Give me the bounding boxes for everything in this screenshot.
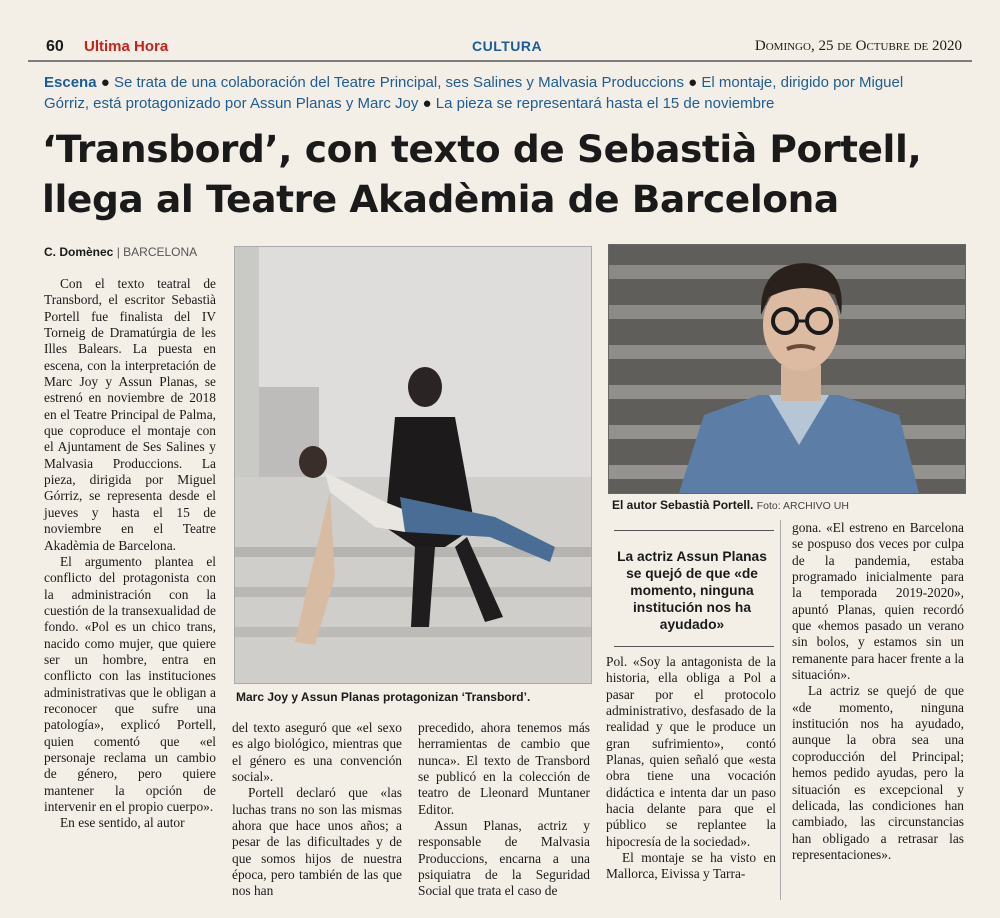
pullquote-rule (614, 530, 774, 531)
newspaper-name: Ultima Hora (84, 38, 169, 55)
stage-photo-image (235, 247, 591, 683)
paragraph: del texto aseguró que «el sexo es algo biológico, mientras que el género es una convención social». (232, 720, 402, 785)
pullquote-rule (614, 646, 774, 647)
photo-caption: Marc Joy y Assun Planas protagonizan ‘Transbord’. (236, 690, 531, 704)
paragraph: Portell declaró que «las luchas trans no son las mismas ahora que hace unos años; a pesar de las dificultades y de que somos hijos de nuestra época, pero también de las que nos han (232, 785, 402, 899)
paragraph: gona. «El estreno en Barcelona se pospuso dos veces por culpa de la pandemia, estaba programado inicialmente para la temporada 2019-2020», apuntó Planas, quien recordó que «hemos pasado un verano sin bolos, y estamos sin un remanente para hacer frente a la situación». (792, 520, 964, 683)
section-name: CULTURA (472, 38, 543, 54)
byline-city: BARCELONA (123, 245, 198, 259)
kicker-item: Se trata de una colaboración del Teatre Principal, ses Salines y Malvasia Produccions (113, 74, 684, 91)
bullet-icon: ● (688, 74, 702, 91)
pullquote: La actriz Assun Planas se quejó de que «de momento, ninguna institución nos ha ayudado» (617, 549, 767, 632)
page-number: 60 (46, 38, 64, 55)
paragraph: El argumento plantea el conflicto del protagonista con la administración con la cuestión de la transexualidad de fondo. «Pol es un chico trans, nacido como mujer, que quiere ser un hombre, entra en conflicto con las instituciones administrativas que le obligan a reconocer que sufre una patología», explicó Portell, quien comentó que «el personaje reclama un cambio de género, pero quiere mantener la opción de intervenir en el propio cuerpo». (44, 553, 216, 814)
article-column-2 (232, 720, 402, 900)
column-divider (780, 520, 781, 900)
paragraph: Pol. «Soy la antagonista de la historia, ella obliga a Pol a pasar por el protocolo administrativo, desfasado de la realidad y que le produce un gran sufrimiento», contó Planas, quien señaló que «esta obra tiene una vocación didáctica e intenta dar un paso hacia delante para que el público se replantee la hipocresía de la sociedad». (606, 654, 776, 849)
kicker-item: La pieza se representará hasta el 15 de noviembre (435, 95, 775, 112)
paragraph: Con el texto teatral de Transbord, el escritor Sebastià Portell fue finalista del IV Torneig de Dramatúrgia de les Illes Balears. La puesta en escena, con la interpretación de Marc Joy y Assun Planas, se estrenó en noviembre de 2018 en el Teatre Principal de Palma, que coproduce el montaje con el Ajuntament de Ses Salines y Malvasia Produccions. La pieza, dirigida por Miguel Górriz, se representa desde el jueves y hasta el 15 de noviembre en el Teatre Akadèmia de Barcelona. (44, 276, 216, 553)
photo-credit: Foto: ARCHIVO UH (756, 500, 849, 512)
stage-photo (234, 246, 592, 684)
kicker-tag: Escena (44, 74, 97, 91)
headline-line: llega al Teatre Akadèmia de Barcelona (42, 177, 839, 221)
paragraph: Assun Planas, actriz y responsable de Malvasia Produccions, encarna a una psiquiatra de la Seguridad Social que trata el caso de (418, 818, 590, 899)
headline (42, 124, 972, 224)
kicker (44, 72, 944, 114)
headline-line: ‘Transbord’, con texto de Sebastià Portell, (42, 127, 922, 171)
article-column-4 (606, 654, 776, 883)
byline-author: C. Domènec (44, 245, 114, 259)
page-header (28, 34, 972, 62)
author-photo-caption (612, 498, 849, 512)
photo-caption: El autor Sebastià Portell. (612, 498, 754, 512)
byline-divider: | (116, 245, 124, 259)
bullet-icon: ● (422, 95, 436, 112)
byline (44, 245, 197, 259)
article-column-5 (792, 520, 964, 863)
article-column-3 (418, 720, 590, 900)
publication-date: Domingo, 25 de Octubre de 2020 (754, 38, 962, 54)
paragraph: precedido, ahora tenemos más herramientas de cambio que nunca». El texto de Transbord se publicó en la colección de teatro de Lleonard Muntaner Editor. (418, 720, 590, 817)
author-photo (608, 244, 966, 494)
kicker-item: El montaje, dirigido por Miguel Górriz, está protagonizado por Assun Planas y Marc Joy (44, 74, 904, 112)
paragraph: En ese sentido, al autor (60, 815, 185, 831)
author-photo-image (609, 245, 965, 493)
paragraph: La actriz se quejó de que «de momento, ninguna institución nos ha ayudado, aunque la obra sea una coproducción del Principal; hemos pedido ayudas, pero la situación es excepcional y delicada, las condiciones han cambiado, las circunstancias han obligado a retrasar las representaciones». (792, 683, 964, 862)
paragraph: El montaje se ha visto en Mallorca, Eivissa y Tarra- (606, 850, 776, 882)
article-column-1 (44, 276, 216, 832)
bullet-icon: ● (100, 74, 114, 91)
